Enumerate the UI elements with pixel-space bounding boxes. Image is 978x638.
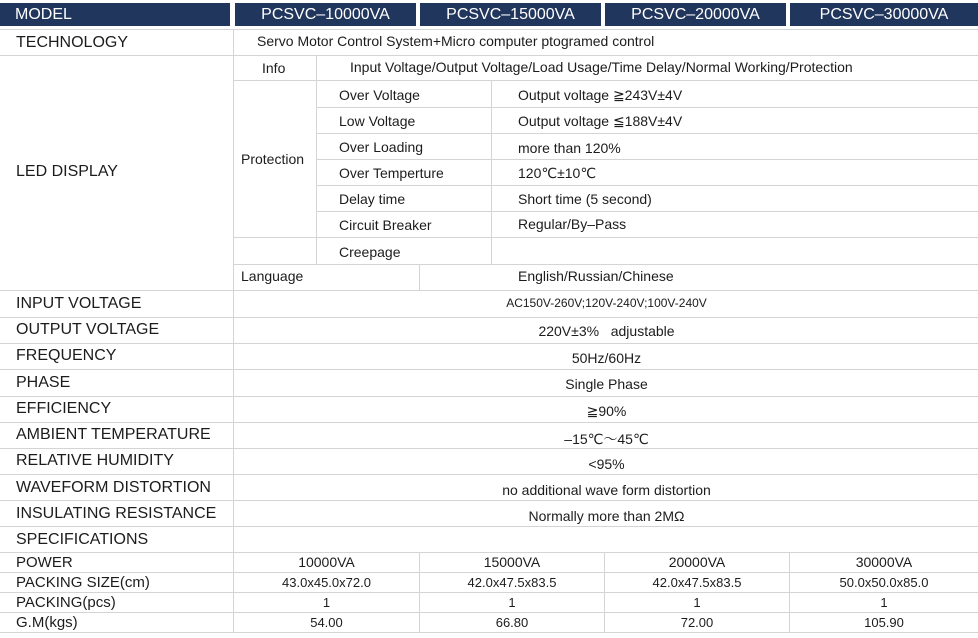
spec-value: <95% xyxy=(588,456,625,472)
spec-value: –15℃～45℃ xyxy=(564,431,649,447)
protection-row-name: Over Voltage xyxy=(339,87,420,103)
protection-row-name: Over Temperture xyxy=(339,165,444,181)
technology-label: TECHNOLOGY xyxy=(16,34,129,51)
protection-row-value: more than 120% xyxy=(518,140,621,156)
specifications-label: SPECIFICATIONS xyxy=(16,531,149,548)
header-model-4: PCSVC–30000VA xyxy=(790,3,978,26)
spec-cell: 1 xyxy=(880,595,888,610)
header-model-1: PCSVC–10000VA xyxy=(235,3,416,26)
spec-label: FREQUENCY xyxy=(16,347,117,364)
spec-label: PHASE xyxy=(16,374,71,391)
protection-row-value: Output voltage ≧243V±4V xyxy=(518,87,683,103)
spec-cell: 30000VA xyxy=(855,554,913,570)
spec-cell: 66.80 xyxy=(495,615,529,630)
language-label: Language xyxy=(241,268,304,284)
spec-value: Single Phase xyxy=(565,376,648,392)
protection-row-name: Circuit Breaker xyxy=(339,217,432,233)
spec-cell: 15000VA xyxy=(483,554,541,570)
spec-cell: 54.00 xyxy=(310,615,343,630)
protection-label: Protection xyxy=(241,151,305,167)
spec-label: INSULATING RESISTANCE xyxy=(16,505,217,522)
technology-value: Servo Motor Control System+Micro computer ptogramed control xyxy=(257,33,655,49)
spec-cell: 105.90 xyxy=(864,615,904,630)
spec-label: EFFICIENCY xyxy=(16,400,112,417)
spec-row-label: G.M(kgs) xyxy=(16,614,78,631)
spec-value: ≧90% xyxy=(586,403,627,419)
spec-label: OUTPUT VOLTAGE xyxy=(16,321,160,338)
protection-row-name: Low Voltage xyxy=(339,113,416,129)
spec-row-label: POWER xyxy=(16,554,73,571)
info-value: Input Voltage/Output Voltage/Load Usage/Time Delay/Normal Working/Protection xyxy=(350,59,853,75)
protection-row-value: Regular/By–Pass xyxy=(518,216,627,232)
protection-row-value: Short time (5 second) xyxy=(518,191,652,207)
spec-cell: 72.00 xyxy=(680,615,714,630)
spec-cell: 50.0x50.0x85.0 xyxy=(839,575,929,590)
protection-row-value: Output voltage ≦188V±4V xyxy=(518,113,683,129)
protection-row-name: Over Loading xyxy=(339,139,424,155)
spec-cell: 43.0x45.0x72.0 xyxy=(282,575,371,590)
protection-row-name: Delay time xyxy=(339,191,406,207)
language-value: English/Russian/Chinese xyxy=(518,268,674,284)
spec-cell: 1 xyxy=(508,595,516,610)
spec-label: WAVEFORM DISTORTION xyxy=(16,479,211,496)
spec-cell: 42.0x47.5x83.5 xyxy=(652,575,742,590)
creepage-label: Creepage xyxy=(339,244,401,260)
spec-value: no additional wave form distortion xyxy=(502,482,711,498)
spec-value: 220V±3% adjustable xyxy=(538,323,675,339)
info-label: Info xyxy=(262,60,286,76)
spec-label: AMBIENT TEMPERATURE xyxy=(16,426,211,443)
spec-row-label: PACKING(pcs) xyxy=(16,594,116,611)
spec-value: Normally more than 2MΩ xyxy=(528,508,685,524)
spec-cell: 1 xyxy=(693,595,701,610)
led-display-label: LED DISPLAY xyxy=(16,163,118,180)
protection-row-value: 120℃±10℃ xyxy=(518,165,597,181)
spec-cell: 20000VA xyxy=(668,554,726,570)
spec-value: 50Hz/60Hz xyxy=(571,350,642,366)
spec-value: AC150V-260V;120V-240V;100V-240V xyxy=(506,296,707,310)
spec-cell: 1 xyxy=(322,595,331,610)
spec-cell: 42.0x47.5x83.5 xyxy=(467,575,557,590)
spec-cell: 10000VA xyxy=(298,554,355,570)
header-model-3: PCSVC–20000VA xyxy=(605,3,786,26)
spec-label: INPUT VOLTAGE xyxy=(16,295,142,312)
spec-row-label: PACKING SIZE(cm) xyxy=(16,574,150,591)
header-model-label: MODEL xyxy=(0,3,230,26)
header-model-2: PCSVC–15000VA xyxy=(420,3,601,26)
spec-label: RELATIVE HUMIDITY xyxy=(16,452,174,469)
